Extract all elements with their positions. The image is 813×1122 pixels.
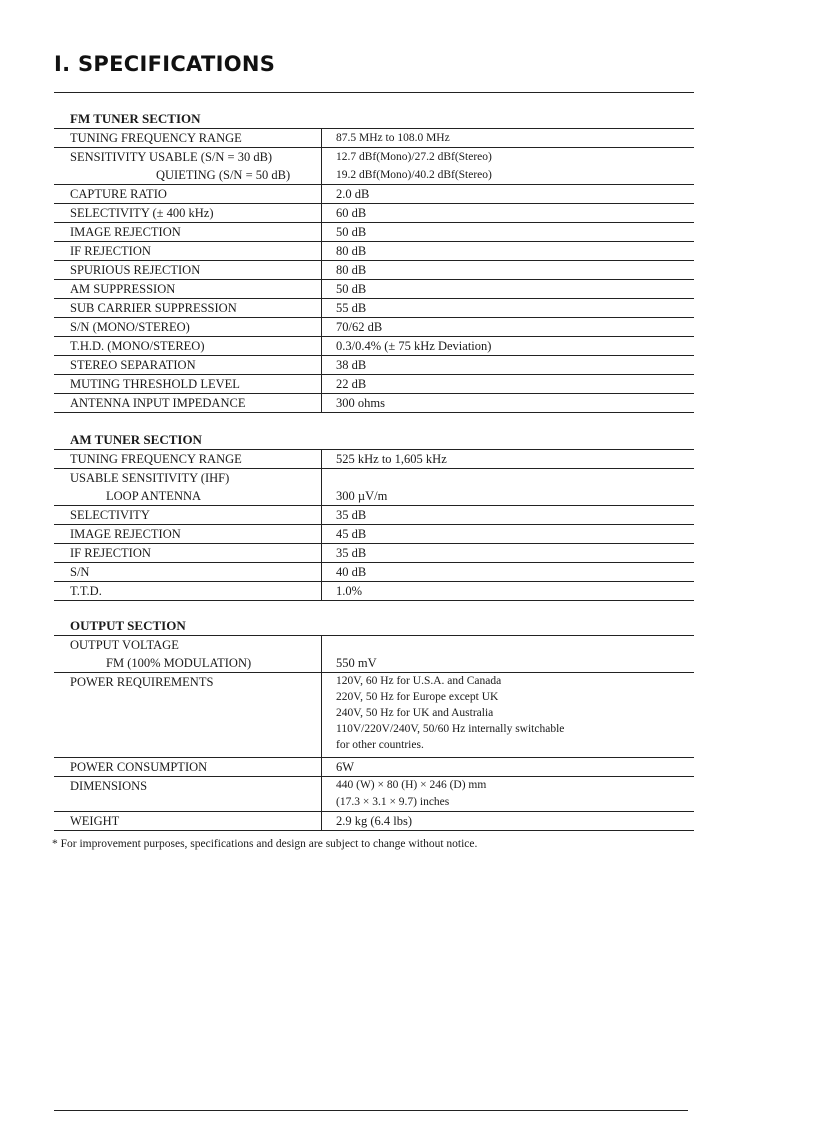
spec-row-fm-if xyxy=(54,241,694,260)
spec-row-fm-thd xyxy=(54,336,694,355)
spec-label: STEREO SEPARATION xyxy=(70,358,196,372)
spec-value: 80 dB xyxy=(336,263,367,277)
spec-label: WEIGHT xyxy=(70,814,120,828)
spec-row-weight xyxy=(54,811,694,831)
spec-label: SPURIOUS REJECTION xyxy=(70,263,201,277)
spec-row-am-if xyxy=(54,543,694,562)
spec-value: 220V, 50 Hz for Europe except UK xyxy=(336,691,499,703)
fm-tuner-section xyxy=(54,110,694,413)
spec-value: 80 dB xyxy=(336,244,367,258)
spec-value: 35 dB xyxy=(336,508,367,522)
spec-label: TUNING FREQUENCY RANGE xyxy=(70,452,242,466)
spec-value: 87.5 MHz to 108.0 MHz xyxy=(336,132,450,144)
spec-row-am-ttd xyxy=(54,581,694,601)
spec-value: 22 dB xyxy=(336,377,367,391)
spec-value: 440 (W) × 80 (H) × 246 (D) mm xyxy=(336,779,487,791)
spec-label: TUNING FREQUENCY RANGE xyxy=(70,131,242,145)
am-tuner-section xyxy=(54,431,694,601)
spec-row-fm-selectivity xyxy=(54,203,694,222)
spec-value: 60 dB xyxy=(336,206,367,220)
spec-label: S/N xyxy=(70,565,90,579)
spec-row-power-consumption xyxy=(54,757,694,776)
spec-row-fm-tuning xyxy=(54,128,694,147)
spec-value: for other countries. xyxy=(336,739,424,751)
spec-label: SUB CARRIER SUPPRESSION xyxy=(70,301,237,315)
spec-value: 300 ohms xyxy=(336,396,385,410)
spec-label: IMAGE REJECTION xyxy=(70,225,181,239)
bottom-rule xyxy=(54,1110,688,1111)
spec-row-fm-subcarrier xyxy=(54,298,694,317)
spec-label: OUTPUT VOLTAGE xyxy=(70,638,179,652)
spec-label: USABLE SENSITIVITY (IHF) xyxy=(70,471,230,485)
spec-label: S/N (MONO/STEREO) xyxy=(70,320,190,334)
spec-label: POWER REQUIREMENTS xyxy=(70,675,214,689)
output-section-heading: OUTPUT SECTION xyxy=(70,618,186,633)
spec-sublabel: QUIETING (S/N = 50 dB) xyxy=(156,168,291,182)
spec-value: (17.3 × 3.1 × 9.7) inches xyxy=(336,796,450,808)
spec-row-fm-capture xyxy=(54,184,694,203)
spec-label: CAPTURE RATIO xyxy=(70,187,167,201)
fm-section-heading: FM TUNER SECTION xyxy=(70,111,201,126)
spec-label: IMAGE REJECTION xyxy=(70,527,181,541)
spec-label: T.H.D. (MONO/STEREO) xyxy=(70,339,205,353)
spec-value: 12.7 dBf(Mono)/27.2 dBf(Stereo) xyxy=(336,151,492,163)
spec-value: 0.3/0.4% (± 75 kHz Deviation) xyxy=(336,339,492,353)
spec-row-am-tuning xyxy=(54,449,694,468)
spec-label: IF REJECTION xyxy=(70,244,151,258)
spec-row-fm-antenna xyxy=(54,393,694,413)
spec-row-dimensions xyxy=(54,776,694,811)
spec-value: 240V, 50 Hz for UK and Australia xyxy=(336,707,494,719)
spec-row-fm-image xyxy=(54,222,694,241)
spec-row-am-image xyxy=(54,524,694,543)
spec-value: 70/62 dB xyxy=(336,320,383,334)
spec-value: 45 dB xyxy=(336,527,367,541)
spec-value: 525 kHz to 1,605 kHz xyxy=(336,452,447,466)
spec-row-am-usable xyxy=(54,468,694,505)
spec-label: SELECTIVITY xyxy=(70,508,150,522)
spec-label: ANTENNA INPUT IMPEDANCE xyxy=(70,396,246,410)
spec-value: 50 dB xyxy=(336,225,367,239)
spec-row-fm-sensitivity xyxy=(54,147,694,184)
spec-label: POWER CONSUMPTION xyxy=(70,760,208,774)
spec-row-power-requirements xyxy=(54,672,694,757)
spec-label: AM SUPPRESSION xyxy=(70,282,176,296)
am-section-heading: AM TUNER SECTION xyxy=(70,432,202,447)
spec-value: 38 dB xyxy=(336,358,367,372)
spec-row-fm-spurious xyxy=(54,260,694,279)
page-title: I. SPECIFICATIONS xyxy=(54,52,276,76)
spec-row-am-sn xyxy=(54,562,694,581)
spec-label: IF REJECTION xyxy=(70,546,151,560)
spec-row-fm-sn xyxy=(54,317,694,336)
spec-value: 35 dB xyxy=(336,546,367,560)
spec-label: T.T.D. xyxy=(70,584,102,598)
spec-value: 110V/220V/240V, 50/60 Hz internally switchable xyxy=(336,723,565,735)
spec-value: 6W xyxy=(336,760,355,774)
spec-value: 300 µV/m xyxy=(336,489,388,503)
spec-value: 50 dB xyxy=(336,282,367,296)
spec-row-fm-stereo xyxy=(54,355,694,374)
spec-sublabel: FM (100% MODULATION) xyxy=(106,656,252,670)
footnote: * For improvement purposes, specifications and design are subject to change without notice. xyxy=(52,838,478,850)
spec-value: 120V, 60 Hz for U.S.A. and Canada xyxy=(336,675,502,687)
output-section xyxy=(54,617,694,831)
spec-row-fm-muting xyxy=(54,374,694,393)
spec-label: SELECTIVITY (± 400 kHz) xyxy=(70,206,214,220)
spec-row-am-selectivity xyxy=(54,505,694,524)
spec-value: 550 mV xyxy=(336,656,377,670)
spec-label: SENSITIVITY USABLE (S/N = 30 dB) xyxy=(70,150,273,164)
spec-value: 55 dB xyxy=(336,301,367,315)
spec-label: MUTING THRESHOLD LEVEL xyxy=(70,377,240,391)
spec-value: 19.2 dBf(Mono)/40.2 dBf(Stereo) xyxy=(336,169,492,181)
spec-value: 1.0% xyxy=(336,584,363,598)
spec-row-fm-am-suppression xyxy=(54,279,694,298)
spec-value: 2.9 kg (6.4 lbs) xyxy=(336,814,413,828)
title-rule xyxy=(54,92,694,93)
spec-row-output-voltage xyxy=(54,635,694,672)
spec-value: 2.0 dB xyxy=(336,187,370,201)
spec-value: 40 dB xyxy=(336,565,367,579)
spec-label: DIMENSIONS xyxy=(70,779,148,793)
spec-sublabel: LOOP ANTENNA xyxy=(106,489,202,503)
